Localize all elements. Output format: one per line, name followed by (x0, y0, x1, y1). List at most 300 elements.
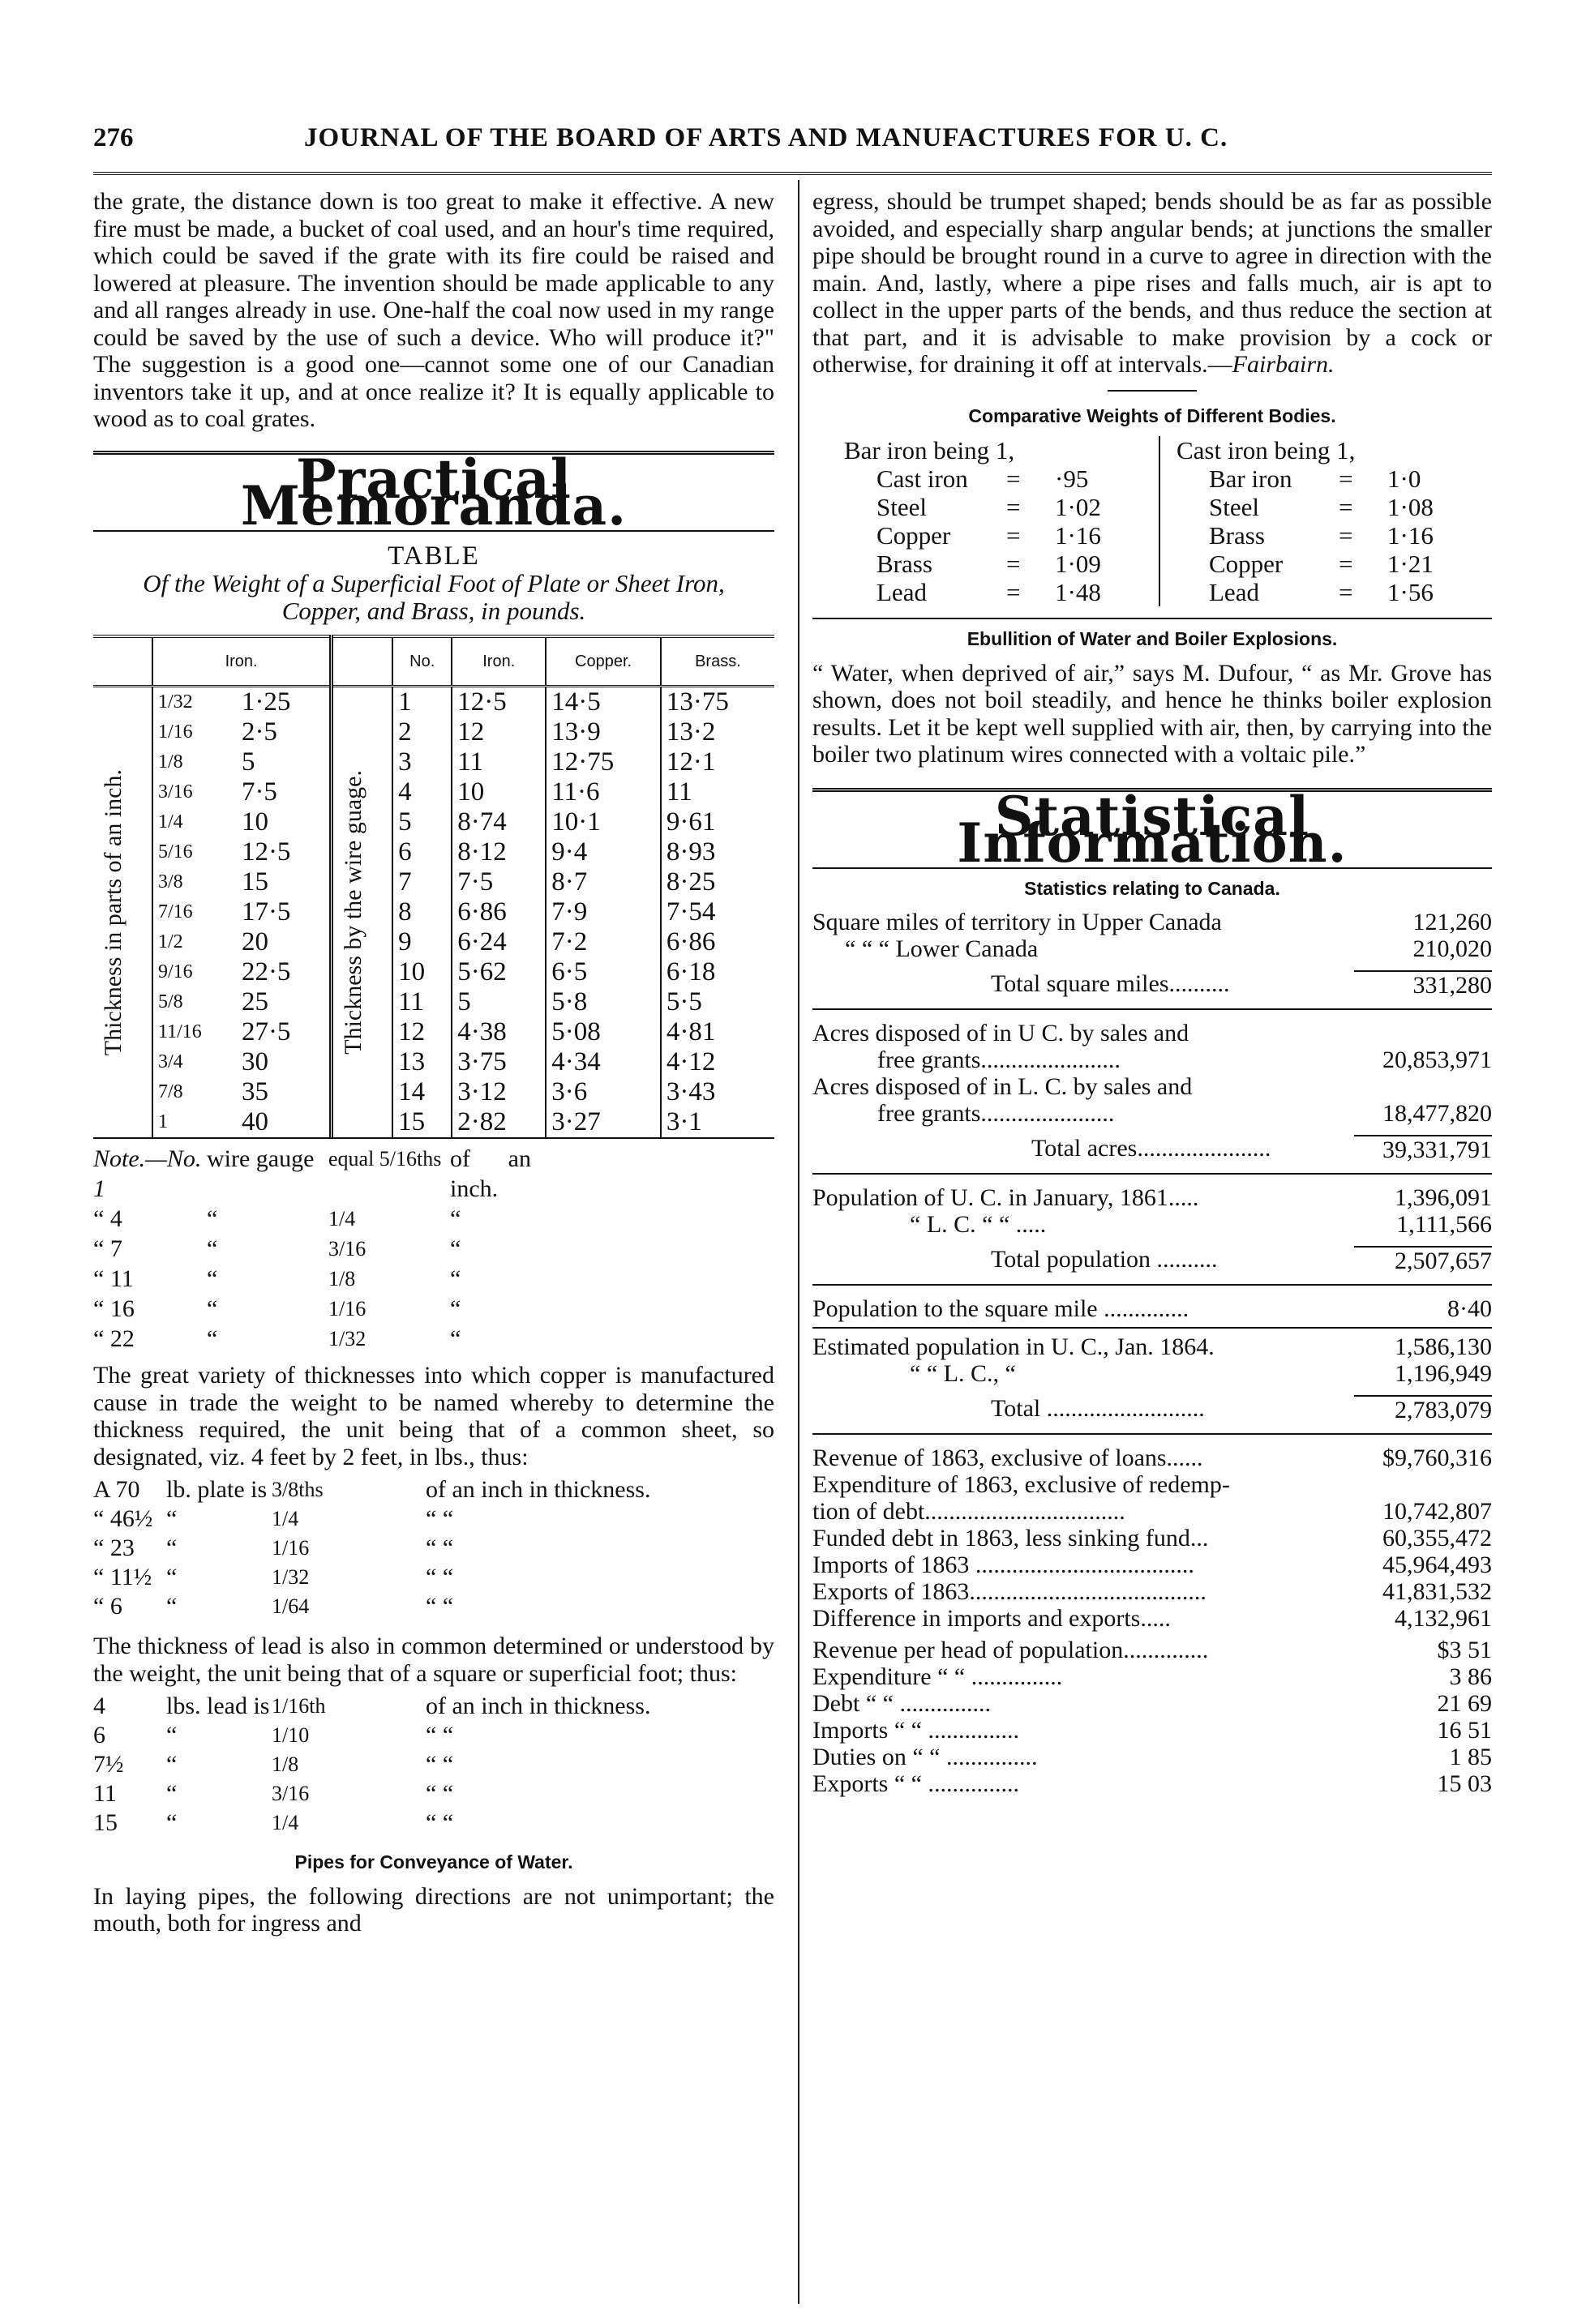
finance-value: 21 69 (1437, 1690, 1492, 1717)
side-label-left-text: Thickness in parts of an inch. (100, 768, 126, 1056)
plate-cell-a: “ 6 (93, 1593, 122, 1620)
finance-value: 41,831,532 (1382, 1578, 1492, 1605)
note-cell-d: “ (450, 1205, 461, 1232)
ratio-value: 1·48 (1055, 578, 1101, 606)
finance-value (1354, 1471, 1492, 1498)
stat-value: 2,783,079 (1354, 1395, 1492, 1423)
note-cell-a: “ 11 (93, 1265, 134, 1292)
finance-label: Imports of 1863 .................................... (812, 1551, 1194, 1578)
finance-label: Funded debt in 1863, less sinking fund... (812, 1525, 1209, 1551)
comparative-row (844, 493, 1152, 521)
table-row (93, 867, 774, 897)
fraction-cell: 1/2 (158, 931, 183, 952)
lead-cell-a: 4 (93, 1693, 105, 1719)
lead-cell-d: “ “ (426, 1809, 454, 1836)
finance-label: Exports of 1863....................................... (812, 1578, 1207, 1605)
lead-cell-d: “ “ (426, 1722, 454, 1748)
plate-cell-a: “ 11½ (93, 1564, 152, 1590)
finance-row (812, 1551, 1492, 1578)
note-cell-b: “ (207, 1265, 218, 1292)
body-name: Steel (877, 493, 927, 521)
note-cell-c: 3/16 (328, 1237, 366, 1260)
copper-cell: 9·4 (546, 837, 661, 867)
stat-label: “ “ “ Lower Canada (845, 935, 1039, 962)
fraction-cell: 1/4 (158, 811, 183, 832)
iron-cell: 25 (237, 987, 332, 1017)
fraction-cell: 7/16 (158, 901, 193, 922)
gauge-number-cell: 8 (392, 897, 452, 927)
gauge-number-cell: 9 (392, 927, 452, 957)
finance-label: Debt “ “ ............... (812, 1690, 991, 1717)
stat-rule (812, 1008, 1492, 1010)
iron-cell: 7·5 (237, 777, 332, 807)
note-cell-c: 1/4 (328, 1207, 356, 1230)
stat-label: Total acres...................... (1031, 1135, 1271, 1162)
iron-cell: 15 (237, 867, 332, 897)
brass-cell: 9·61 (666, 807, 716, 837)
iron-cell: 30 (237, 1047, 332, 1077)
stat-value: 210,020 (1412, 935, 1492, 962)
iron-cell: 1·25 (237, 687, 332, 718)
finance-value: $9,760,316 (1382, 1444, 1492, 1471)
table-row (93, 1047, 774, 1077)
copper-cell: 3·6 (546, 1077, 661, 1107)
copper-paragraph: The great variety of thicknesses into which copper is manufactured cause in trade the weight to be named whereby to determine the thickness required, the unit being that of a common sheet, so designated, viz. 4 feet by 2 feet, in lbs., thus: (93, 1362, 774, 1470)
stat-value: 18,477,820 (1382, 1100, 1492, 1127)
equals-sign: = (1006, 578, 1021, 606)
finance-label: Revenue of 1863, exclusive of loans...... (812, 1444, 1203, 1471)
table-row (93, 837, 774, 867)
stat-label: Total population .......... (991, 1246, 1218, 1273)
finance-row (812, 1525, 1492, 1551)
right-column (812, 188, 1492, 1797)
iron-gauge-cell: 7·5 (452, 867, 546, 897)
gauge-number-cell: 14 (392, 1077, 452, 1107)
lead-list (93, 1692, 774, 1838)
plate-cell-c: 1/4 (272, 1507, 299, 1530)
note-cell-c: 1/16 (328, 1297, 366, 1320)
note-cell-c: 1/32 (328, 1327, 366, 1350)
brass-cell: 13·2 (666, 717, 716, 747)
plate-cell-c: 3/8ths (272, 1478, 324, 1501)
comp-right-head: Cast iron being 1, (1177, 436, 1356, 464)
body-name: Copper (877, 521, 951, 550)
lead-cell-b: “ (166, 1780, 178, 1807)
gauge-number-cell: 13 (392, 1047, 452, 1077)
plate-cell-c: 1/64 (272, 1594, 310, 1618)
body-name: Cast iron (877, 464, 968, 493)
finance-value: 45,964,493 (1382, 1551, 1492, 1578)
iron-gauge-cell: 12 (452, 717, 546, 747)
comparative-weights-table (844, 436, 1460, 606)
iron-cell: 10 (237, 807, 332, 837)
brass-cell: 13·75 (666, 687, 729, 717)
fraction-cell: 3/8 (158, 871, 183, 892)
fraction-cell: 1 (158, 1111, 168, 1132)
note-cell-a: “ 7 (93, 1235, 122, 1262)
ratio-value: 1·21 (1387, 550, 1434, 578)
fraction-cell: 3/16 (158, 781, 193, 802)
lead-cell-c: 1/16th (272, 1694, 326, 1718)
note-cell-d: “ (450, 1235, 461, 1262)
gauge-number-cell: 12 (392, 1017, 452, 1047)
table-row (93, 1017, 774, 1047)
lead-cell-c: 1/10 (272, 1723, 310, 1747)
fraction-cell: 5/16 (158, 841, 193, 862)
lead-cell-b: “ (166, 1722, 178, 1748)
lead-cell-c: 1/8 (272, 1753, 299, 1776)
side-label-left (93, 687, 152, 1138)
table-row (93, 1107, 774, 1137)
table-header-copper: Copper. (546, 636, 661, 687)
left-column (93, 188, 774, 1937)
stat-label: Total .......................... (991, 1395, 1205, 1422)
equals-sign: = (1339, 550, 1353, 578)
side-label-right-text: Thickness by the wire guage. (340, 770, 367, 1055)
short-rule (1108, 390, 1197, 392)
gauge-number-cell: 7 (392, 867, 452, 897)
finance-row (812, 1578, 1492, 1605)
table-row (93, 747, 774, 777)
lead-cell-d: “ “ (426, 1751, 454, 1778)
lead-paragraph: The thickness of lead is also in common determined or understood by the weight, the unit being that of a square or superficial foot; thus: (93, 1633, 774, 1687)
copper-cell: 4·34 (546, 1047, 661, 1077)
table-caption: Of the Weight of a Superficial Foot of Plate or Sheet Iron, Copper, and Brass, in pounds. (143, 569, 725, 625)
brass-cell: 4·12 (666, 1047, 716, 1076)
finance-value: 3 86 (1449, 1663, 1492, 1690)
plate-cell-b: “ (166, 1534, 178, 1561)
iron-gauge-cell: 11 (452, 747, 546, 777)
table-header-blank-2 (332, 636, 393, 687)
ratio-value: ·95 (1055, 464, 1089, 493)
ratio-value: 1·0 (1387, 464, 1421, 493)
stat-label: free grants...................... (877, 1100, 1115, 1127)
comparative-row (1177, 521, 1485, 550)
weight-table (93, 635, 774, 1137)
ratio-value: 1·56 (1387, 578, 1434, 606)
copper-cell: 3·27 (546, 1107, 661, 1137)
finance-value: 15 03 (1437, 1770, 1492, 1797)
note-cell-d: “ (450, 1325, 461, 1352)
stat-label: “ L. C. “ “ ..... (910, 1211, 1047, 1238)
comparative-row (844, 550, 1152, 578)
finance-row (812, 1637, 1492, 1663)
stat-rule (812, 1284, 1492, 1286)
table-header-brass: Brass. (661, 636, 774, 687)
iron-gauge-cell: 10 (452, 777, 546, 807)
stat-value: 121,260 (1412, 909, 1492, 935)
lead-cell-b: “ (166, 1751, 178, 1778)
note-cell-d: “ (450, 1265, 461, 1292)
stat-label: Acres disposed of in L. C. by sales and (812, 1073, 1193, 1100)
equals-sign: = (1006, 464, 1021, 493)
iron-gauge-cell: 5·62 (452, 957, 546, 987)
body-name: Lead (877, 578, 927, 606)
plate-cell-d: “ “ (426, 1505, 454, 1532)
gauge-number-cell: 11 (392, 987, 452, 1017)
copper-cell: 14·5 (546, 687, 661, 718)
finance-row (812, 1690, 1492, 1717)
table-row (93, 717, 774, 747)
stat-value: 1,111,566 (1396, 1211, 1492, 1238)
header-rule (93, 172, 1492, 180)
body-name: Lead (1209, 578, 1259, 606)
section-title: Practical Memoranda. (240, 447, 628, 537)
note-cell-b: “ (207, 1295, 218, 1322)
iron-cell: 20 (237, 927, 332, 957)
stat-label: Estimated population in U. C., Jan. 1864. (812, 1333, 1215, 1360)
finance-label: Duties on “ “ ............... (812, 1744, 1038, 1770)
iron-gauge-cell: 6·86 (452, 897, 546, 927)
stat-value: 1,196,949 (1395, 1360, 1492, 1387)
statistical-title: Statistical Information. (957, 784, 1348, 875)
iron-gauge-cell: 4·38 (452, 1017, 546, 1047)
stat-label: “ “ L. C., “ (910, 1360, 1016, 1387)
stat-label: Population of U. C. in January, 1861..... (812, 1184, 1199, 1211)
plate-cell-c: 1/16 (272, 1536, 310, 1560)
iron-cell: 22·5 (237, 957, 332, 987)
equals-sign: = (1006, 493, 1021, 521)
note-cell-a: “ 16 (93, 1295, 135, 1322)
gauge-number-cell: 2 (392, 717, 452, 747)
finance-label: Imports “ “ ............... (812, 1717, 1019, 1744)
finance-label: Difference in imports and exports..... (812, 1605, 1171, 1632)
fraction-cell: 1/32 (158, 691, 193, 713)
plate-cell-b: “ (166, 1564, 178, 1590)
fraction-cell: 3/4 (158, 1051, 183, 1072)
gauge-number-cell: 5 (392, 807, 452, 837)
gauge-number-cell: 3 (392, 747, 452, 777)
statistics-block (812, 909, 1492, 1797)
plate-cell-b: lb. plate is (166, 1476, 268, 1503)
plate-cell-b: “ (166, 1505, 178, 1532)
table-header-iron-2: Iron. (452, 636, 546, 687)
note-cell-c: 1/8 (328, 1267, 356, 1290)
gauge-number-cell: 6 (392, 837, 452, 867)
fraction-cell: 11/16 (158, 1021, 202, 1042)
plate-cell-a: “ 46½ (93, 1505, 153, 1532)
note-cell-d: “ (450, 1295, 461, 1322)
pipes-source: Fairbairn. (1232, 351, 1335, 378)
table-row (93, 897, 774, 927)
finance-row (812, 1498, 1492, 1525)
comparative-row (1177, 550, 1485, 578)
intro-paragraph: the grate, the distance down is too great to make it effective. A new fire must be made, a bucket of coal used, and an hour's time required, which could be saved if the grate with its fire could be raised and lowered at pleasure. The invention should be made applicable to any and all ranges already in use. One-half the coal now used in my range could be saved by the use of such a device. Who will produce it?" The suggestion is a good one—cannot some one of our Canadian inventors take it up, and at once realize it? It is equally applicable to wood as to coal grates. (93, 188, 774, 432)
stat-label: Total square miles.......... (991, 970, 1230, 997)
table-bottom-rule (93, 1137, 774, 1139)
stat-value: 20,853,971 (1382, 1046, 1492, 1073)
gauge-number-cell: 15 (392, 1107, 452, 1137)
comparative-row (1177, 464, 1485, 493)
copper-cell: 11·6 (546, 777, 661, 807)
stat-value: 2,507,657 (1354, 1246, 1492, 1274)
plate-list (93, 1475, 774, 1621)
weight-table-body (93, 687, 774, 1138)
finance-row (812, 1744, 1492, 1770)
gauge-number-cell: 1 (392, 687, 452, 718)
finance-label: Exports “ “ ............... (812, 1770, 1019, 1797)
finance-value: 16 51 (1437, 1717, 1492, 1744)
copper-cell: 7·9 (546, 897, 661, 927)
equals-sign: = (1006, 550, 1021, 578)
iron-cell: 12·5 (237, 837, 332, 867)
pipes-continued-text: egress, should be trumpet shaped; bends should be as far as possible avoided, and especially sharp angular bends; at junctions the smaller pipe should be brought round in a curve to agree in direction with the main. And, lastly, where a pipe rises and falls much, air is apt to collect in the upper parts of the bends, and thus reduce the section at that part, and it is advisable to make provision by a cock or otherwise, for draining it off at intervals.— (812, 188, 1492, 378)
equals-sign: = (1339, 464, 1353, 493)
finance-block (812, 1444, 1492, 1797)
stat-rule (812, 1433, 1492, 1435)
note-cell-d: of an inch. (450, 1145, 531, 1202)
brass-cell: 4·81 (666, 1017, 716, 1046)
finance-value: $3 51 (1437, 1637, 1492, 1663)
brass-cell: 7·54 (666, 897, 716, 927)
stat-rule (812, 1173, 1492, 1175)
brass-cell: 6·18 (666, 957, 716, 987)
stat-value: 8·40 (1447, 1295, 1492, 1322)
gauge-number-cell: 4 (392, 777, 452, 807)
finance-row (812, 1770, 1492, 1797)
brass-cell: 3·1 (666, 1107, 702, 1136)
iron-gauge-cell: 3·75 (452, 1047, 546, 1077)
finance-row (812, 1663, 1492, 1690)
iron-gauge-cell: 12·5 (452, 687, 546, 718)
table-header-no: No. (392, 636, 452, 687)
copper-cell: 7·2 (546, 927, 661, 957)
comparative-row (844, 464, 1152, 493)
copper-cell: 5·08 (546, 1017, 661, 1047)
plate-cell-a: A 70 (93, 1476, 140, 1503)
table-row (93, 687, 774, 718)
stat-label: free grants....................... (877, 1046, 1121, 1073)
iron-gauge-cell: 8·12 (452, 837, 546, 867)
pipes-paragraph: In laying pipes, the following directions are not unimportant; the mouth, both for ingress and (93, 1882, 774, 1937)
comparative-row (844, 521, 1152, 550)
lead-cell-a: 11 (93, 1780, 117, 1807)
fraction-cell: 1/8 (158, 751, 183, 773)
ratio-value: 1·09 (1055, 550, 1101, 578)
statistics-heading: Statistics relating to Canada. (1024, 877, 1280, 899)
plate-cell-c: 1/32 (272, 1565, 310, 1589)
finance-label: tion of debt................................. (812, 1498, 1125, 1525)
lead-cell-d: “ “ (426, 1780, 454, 1807)
pipes-heading: Pipes for Conveyance of Water. (294, 1851, 573, 1872)
iron-cell: 40 (237, 1107, 332, 1137)
iron-cell: 2·5 (237, 717, 332, 747)
copper-cell: 12·75 (546, 747, 661, 777)
fraction-cell: 1/16 (158, 721, 193, 743)
copper-cell: 8·7 (546, 867, 661, 897)
note-cell-b: “ (207, 1205, 218, 1232)
stat-label: Acres disposed of in U C. by sales and (812, 1020, 1189, 1046)
body-name: Brass (1209, 521, 1265, 550)
finance-row (812, 1471, 1492, 1498)
pipes-continued (812, 188, 1492, 379)
table-header-blank (93, 636, 152, 687)
ebullition-heading: Ebullition of Water and Boiler Explosions. (967, 628, 1338, 649)
lead-cell-c: 3/16 (272, 1782, 310, 1805)
brass-cell: 6·86 (666, 927, 716, 957)
ratio-value: 1·16 (1387, 521, 1434, 550)
stat-rule (812, 1327, 1492, 1329)
equals-sign: = (1339, 521, 1353, 550)
lead-cell-b: “ (166, 1809, 178, 1836)
iron-gauge-cell: 5 (452, 987, 546, 1017)
comparative-left (844, 436, 1160, 606)
lead-cell-a: 6 (93, 1722, 105, 1748)
stat-label: Square miles of territory in Upper Canada (812, 909, 1222, 935)
wire-gauge-note (93, 1144, 774, 1354)
note-cell-a: Note.—No. 1 (93, 1145, 202, 1202)
fraction-cell: 7/8 (158, 1081, 183, 1102)
equals-sign: = (1339, 493, 1353, 521)
side-label-right (332, 687, 393, 1138)
note-cell-a: “ 4 (93, 1205, 122, 1232)
brass-cell: 12·1 (666, 747, 716, 777)
stat-value: 1,586,130 (1395, 1333, 1492, 1360)
lead-cell-a: 7½ (93, 1751, 124, 1778)
note-cell-c: equal 5/16ths (328, 1147, 442, 1171)
finance-label: Expenditure of 1863, exclusive of redemp- (812, 1471, 1230, 1498)
table-row (93, 957, 774, 987)
brass-cell: 3·43 (666, 1077, 716, 1106)
note-cell-b: wire gauge (207, 1145, 315, 1172)
body-name: Brass (877, 550, 932, 578)
plate-cell-a: “ 23 (93, 1534, 135, 1561)
table-row (93, 807, 774, 837)
finance-label: Expenditure “ “ ............... (812, 1663, 1063, 1690)
finance-row (812, 1717, 1492, 1744)
finance-value: 4,132,961 (1395, 1605, 1492, 1632)
page-number: 276 (93, 123, 134, 152)
finance-row (812, 1605, 1492, 1632)
body-name: Bar iron (1209, 464, 1292, 493)
iron-cell: 17·5 (237, 897, 332, 927)
comparative-right (1160, 436, 1485, 606)
table-row (93, 1077, 774, 1107)
stat-value: 1,396,091 (1395, 1184, 1492, 1211)
finance-value: 10,742,807 (1382, 1498, 1492, 1525)
lead-cell-b: lbs. lead is (166, 1693, 270, 1719)
finance-row (812, 1444, 1492, 1471)
iron-cell: 35 (237, 1077, 332, 1107)
comp-left-head: Bar iron being 1, (844, 436, 1015, 464)
lead-cell-c: 1/4 (272, 1811, 299, 1834)
equals-sign: = (1006, 521, 1021, 550)
iron-gauge-cell: 2·82 (452, 1107, 546, 1137)
copper-cell: 5·8 (546, 987, 661, 1017)
iron-gauge-cell: 8·74 (452, 807, 546, 837)
table-header-iron: Iron. (152, 636, 332, 687)
ebullition-paragraph: “ Water, when deprived of air,” says M. Dufour, “ as Mr. Grove has shown, does not boil steadily, and hence he thinks boiler explosion results. Let it be kept well supplied with air, then, by carrying into the boiler two platinum wires connected with a voltaic pile.” (812, 659, 1492, 768)
ratio-value: 1·08 (1387, 493, 1434, 521)
note-cell-a: “ 22 (93, 1325, 135, 1352)
fraction-cell: 9/16 (158, 961, 193, 982)
plate-cell-d: of an inch in thickness. (426, 1476, 651, 1503)
column-divider (798, 180, 799, 2304)
note-cell-b: “ (207, 1235, 218, 1262)
plate-cell-b: “ (166, 1593, 178, 1620)
body-name: Steel (1209, 493, 1259, 521)
comparative-row (1177, 578, 1485, 606)
lead-cell-d: of an inch in thickness. (426, 1693, 651, 1719)
note-cell-b: “ (207, 1325, 218, 1352)
body-name: Copper (1209, 550, 1284, 578)
table-row (93, 927, 774, 957)
stat-label: Population to the square mile .............. (812, 1295, 1189, 1322)
copper-cell: 6·5 (546, 957, 661, 987)
copper-cell: 10·1 (546, 807, 661, 837)
ratio-value: 1·16 (1055, 521, 1101, 550)
iron-cell: 27·5 (237, 1017, 332, 1047)
